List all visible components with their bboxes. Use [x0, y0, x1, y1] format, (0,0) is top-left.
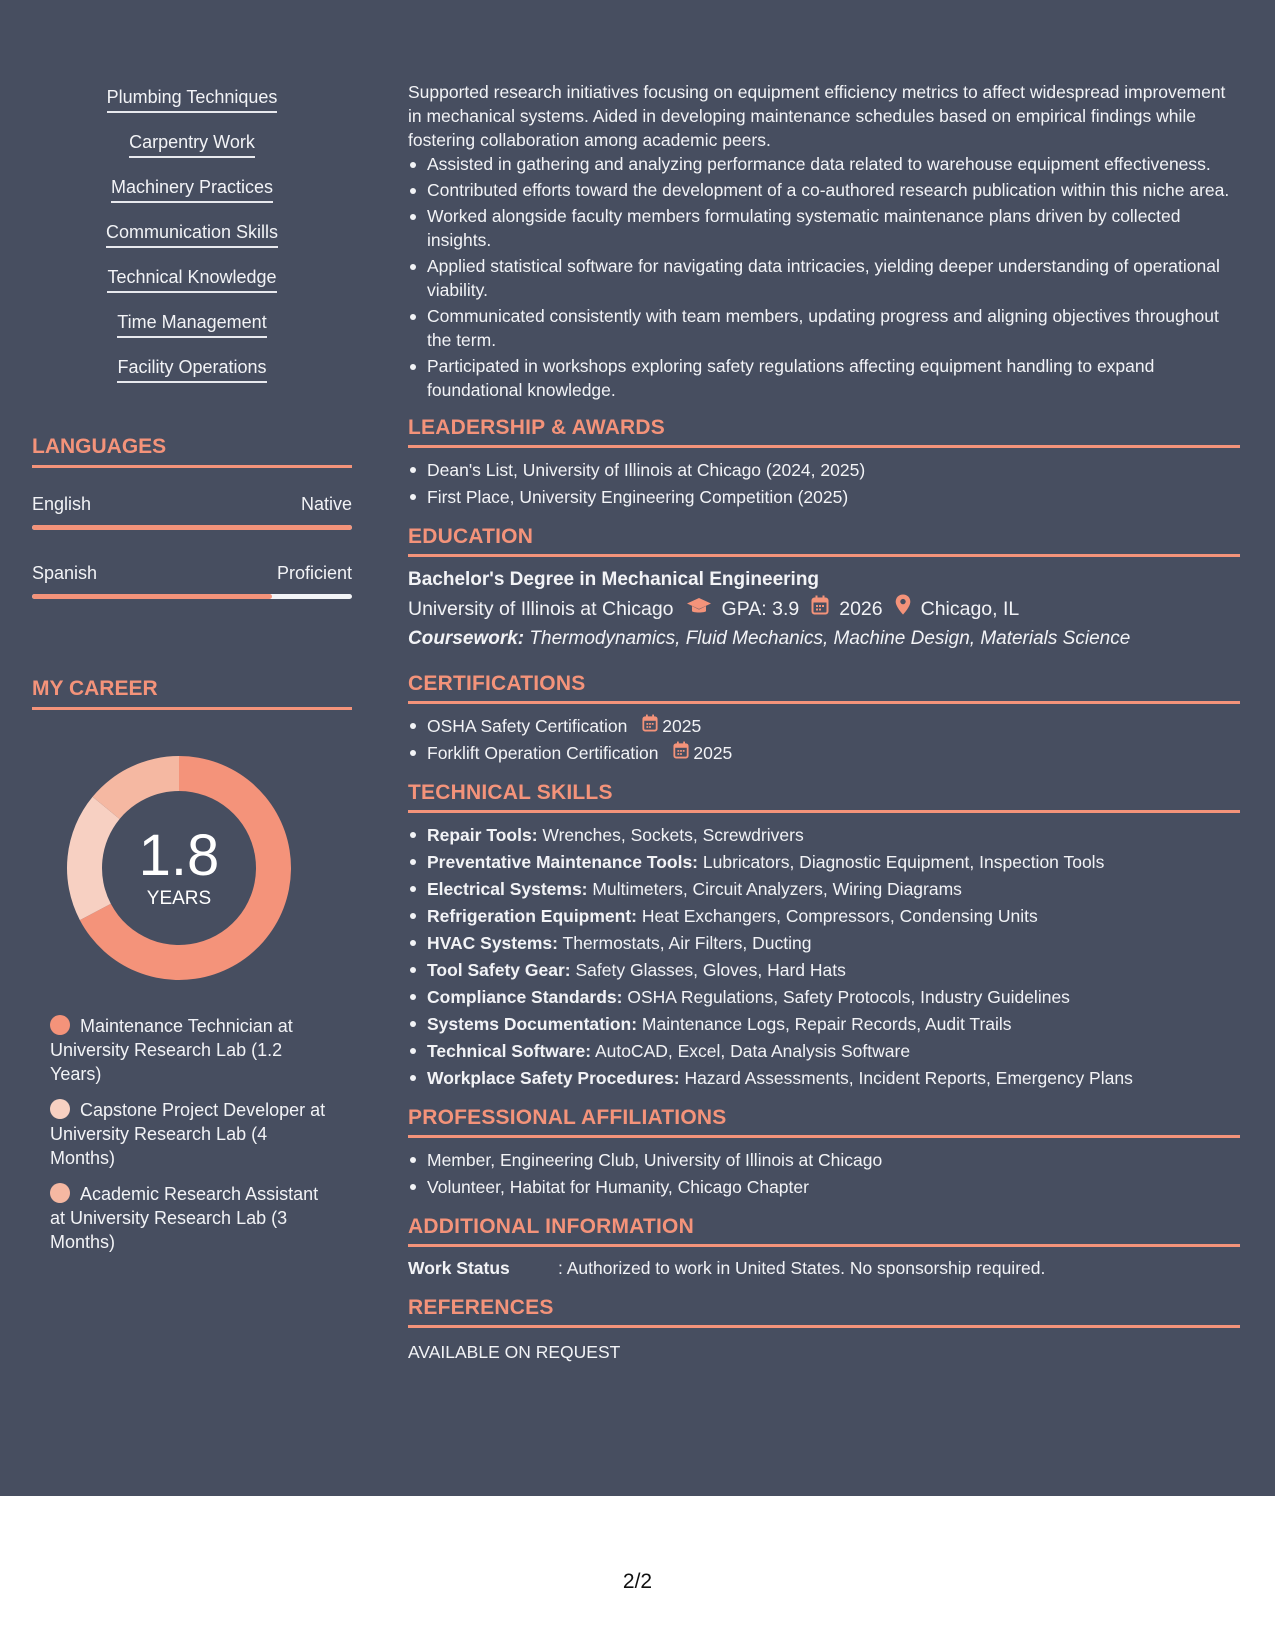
language-bar [32, 525, 352, 530]
experience-bullet: Applied statistical software for navigating data intricacies, yielding deeper understanding of operational viability. [408, 254, 1240, 302]
education-heading: EDUCATION [408, 525, 1240, 557]
coursework-label: Coursework: [408, 628, 525, 649]
language-row [32, 563, 352, 584]
language-row [32, 494, 352, 515]
career-heading: MY CAREER [32, 677, 352, 710]
certification-item [408, 713, 1240, 740]
language-bar [32, 594, 352, 599]
certification-year: 2025 [662, 716, 702, 736]
education-degree: Bachelor's Degree in Mechanical Engineering [408, 569, 820, 590]
skills-list [32, 86, 352, 401]
technical-skill-item [408, 984, 1240, 1011]
career-legend-label: Academic Research Assistant at University Research Lab (3 Months) [50, 1184, 319, 1252]
skill-category: Systems Documentation: [427, 1014, 638, 1034]
legend-dot [50, 1099, 70, 1119]
experience-bullet: Worked alongside faculty members formulating systematic maintenance plans driven by collected insights. [408, 204, 1240, 252]
language-name: Spanish [32, 563, 98, 583]
language-bar-fill [32, 594, 272, 599]
legend-dot [50, 1183, 70, 1203]
skill-category: Electrical Systems: [427, 879, 588, 899]
skill-item: Facility Operations [117, 356, 266, 383]
legend-dot [50, 1015, 70, 1035]
calendar-icon [642, 713, 658, 740]
skill-values: Heat Exchangers, Compressors, Condensing Units [641, 906, 1038, 926]
skill-values: Thermostats, Air Filters, Ducting [562, 933, 812, 953]
work-status-row [408, 1256, 1240, 1280]
technical-skill-item [408, 903, 1240, 930]
certifications-list [408, 713, 1240, 767]
skill-values: Safety Glasses, Gloves, Hard Hats [575, 960, 846, 980]
skill-item: Plumbing Techniques [107, 86, 278, 113]
page-number: 2/2 [622, 1570, 653, 1593]
career-total-unit: YEARS [146, 888, 212, 909]
skill-values: Wrenches, Sockets, Screwdrivers [542, 825, 804, 845]
certification-year: 2025 [693, 743, 733, 763]
education-school: University of Illinois at Chicago [408, 598, 674, 620]
skill-item: Communication Skills [106, 221, 278, 248]
right-column [408, 80, 1240, 1364]
experience-summary: Supported research initiatives focusing on equipment efficiency metrics to affect widespread improvement in mechanical systems. Aided in developing maintenance schedules based on empirical findings while fostering collaboration among academic peers. [408, 82, 1226, 150]
skill-values: Hazard Assessments, Incident Reports, Emergency Plans [684, 1068, 1133, 1088]
experience-bullets [408, 152, 1240, 402]
affiliations-heading: PROFESSIONAL AFFILIATIONS [408, 1106, 1240, 1138]
skill-values: OSHA Regulations, Safety Protocols, Industry Guidelines [627, 987, 1070, 1007]
career-legend-label: Maintenance Technician at University Research Lab (1.2 Years) [50, 1016, 293, 1084]
education-year: 2026 [839, 598, 883, 620]
calendar-icon [811, 594, 829, 624]
calendar-icon [673, 740, 689, 767]
career-donut-chart [66, 755, 292, 981]
technical-skills-list [408, 822, 1240, 1092]
skill-item: Technical Knowledge [107, 266, 276, 293]
education-gpa: GPA: 3.9 [721, 598, 800, 620]
certification-name: Forklift Operation Certification [427, 743, 659, 763]
technical-skills-heading: TECHNICAL SKILLS [408, 781, 1240, 813]
experience-bullet: Contributed efforts toward the development of a co-authored research publication within this niche area. [408, 178, 1240, 202]
skill-category: Tool Safety Gear: [427, 960, 571, 980]
education-location: Chicago, IL [920, 598, 1020, 620]
skill-category: Workplace Safety Procedures: [427, 1068, 680, 1088]
career-total-years: 1.8 [138, 823, 220, 888]
technical-skill-item [408, 957, 1240, 984]
certifications-heading: CERTIFICATIONS [408, 672, 1240, 704]
language-level: Proficient [276, 563, 352, 583]
skill-category: Repair Tools: [427, 825, 538, 845]
skill-category: HVAC Systems: [427, 933, 558, 953]
language-bar-fill [32, 525, 352, 530]
skill-item: Machinery Practices [111, 176, 273, 203]
affiliation-item: Member, Engineering Club, University of Illinois at Chicago [408, 1147, 1240, 1174]
graduation-cap-icon [686, 594, 712, 624]
references-text: AVAILABLE ON REQUEST [408, 1342, 621, 1362]
certification-name: OSHA Safety Certification [427, 716, 628, 736]
technical-skill-item [408, 876, 1240, 903]
additional-info-heading: ADDITIONAL INFORMATION [408, 1215, 1240, 1247]
skill-values: Multimeters, Circuit Analyzers, Wiring Diagrams [592, 879, 962, 899]
skill-item: Time Management [117, 311, 266, 338]
experience-bullet: Assisted in gathering and analyzing performance data related to warehouse equipment effectiveness. [408, 152, 1240, 176]
affiliations-list [408, 1147, 1240, 1201]
skill-values: Lubricators, Diagnostic Equipment, Inspection Tools [702, 852, 1105, 872]
skill-category: Technical Software: [427, 1041, 592, 1061]
technical-skill-item [408, 822, 1240, 849]
languages-heading: LANGUAGES [32, 435, 352, 468]
certification-item [408, 740, 1240, 767]
skill-item: Carpentry Work [129, 131, 255, 158]
leadership-list [408, 457, 1240, 511]
career-legend-item [50, 1182, 330, 1254]
education-details [408, 594, 1240, 624]
career-legend-item [50, 1098, 330, 1170]
education-coursework [408, 624, 1240, 654]
skill-category: Compliance Standards: [427, 987, 623, 1007]
technical-skill-item [408, 1011, 1240, 1038]
career-legend-label: Capstone Project Developer at University Research Lab (4 Months) [50, 1100, 326, 1168]
affiliation-item: Volunteer, Habitat for Humanity, Chicago Chapter [408, 1174, 1240, 1201]
references-heading: REFERENCES [408, 1296, 1240, 1328]
map-pin-icon [895, 594, 911, 624]
work-status-value: : Authorized to work in United States. No sponsorship required. [558, 1258, 1046, 1278]
leadership-item: First Place, University Engineering Competition (2025) [408, 484, 1240, 511]
leadership-item: Dean's List, University of Illinois at Chicago (2024, 2025) [408, 457, 1240, 484]
skill-category: Refrigeration Equipment: [427, 906, 638, 926]
career-legend [50, 1014, 330, 1266]
skill-values: Maintenance Logs, Repair Records, Audit Trails [641, 1014, 1012, 1034]
language-name: English [32, 494, 92, 514]
work-status-label: Work Status [408, 1258, 510, 1278]
skill-category: Preventative Maintenance Tools: [427, 852, 699, 872]
experience-bullet: Participated in workshops exploring safety regulations affecting equipment handling to expand foundational knowledge. [408, 354, 1240, 402]
skill-values: AutoCAD, Excel, Data Analysis Software [594, 1041, 911, 1061]
experience-bullet: Communicated consistently with team members, updating progress and aligning objectives throughout the term. [408, 304, 1240, 352]
career-legend-item [50, 1014, 330, 1086]
leadership-heading: LEADERSHIP & AWARDS [408, 416, 1240, 448]
technical-skill-item [408, 849, 1240, 876]
technical-skill-item [408, 1065, 1240, 1092]
language-level: Native [300, 494, 352, 514]
technical-skill-item [408, 930, 1240, 957]
technical-skill-item [408, 1038, 1240, 1065]
coursework-list: Thermodynamics, Fluid Mechanics, Machine Design, Materials Science [529, 628, 1131, 649]
